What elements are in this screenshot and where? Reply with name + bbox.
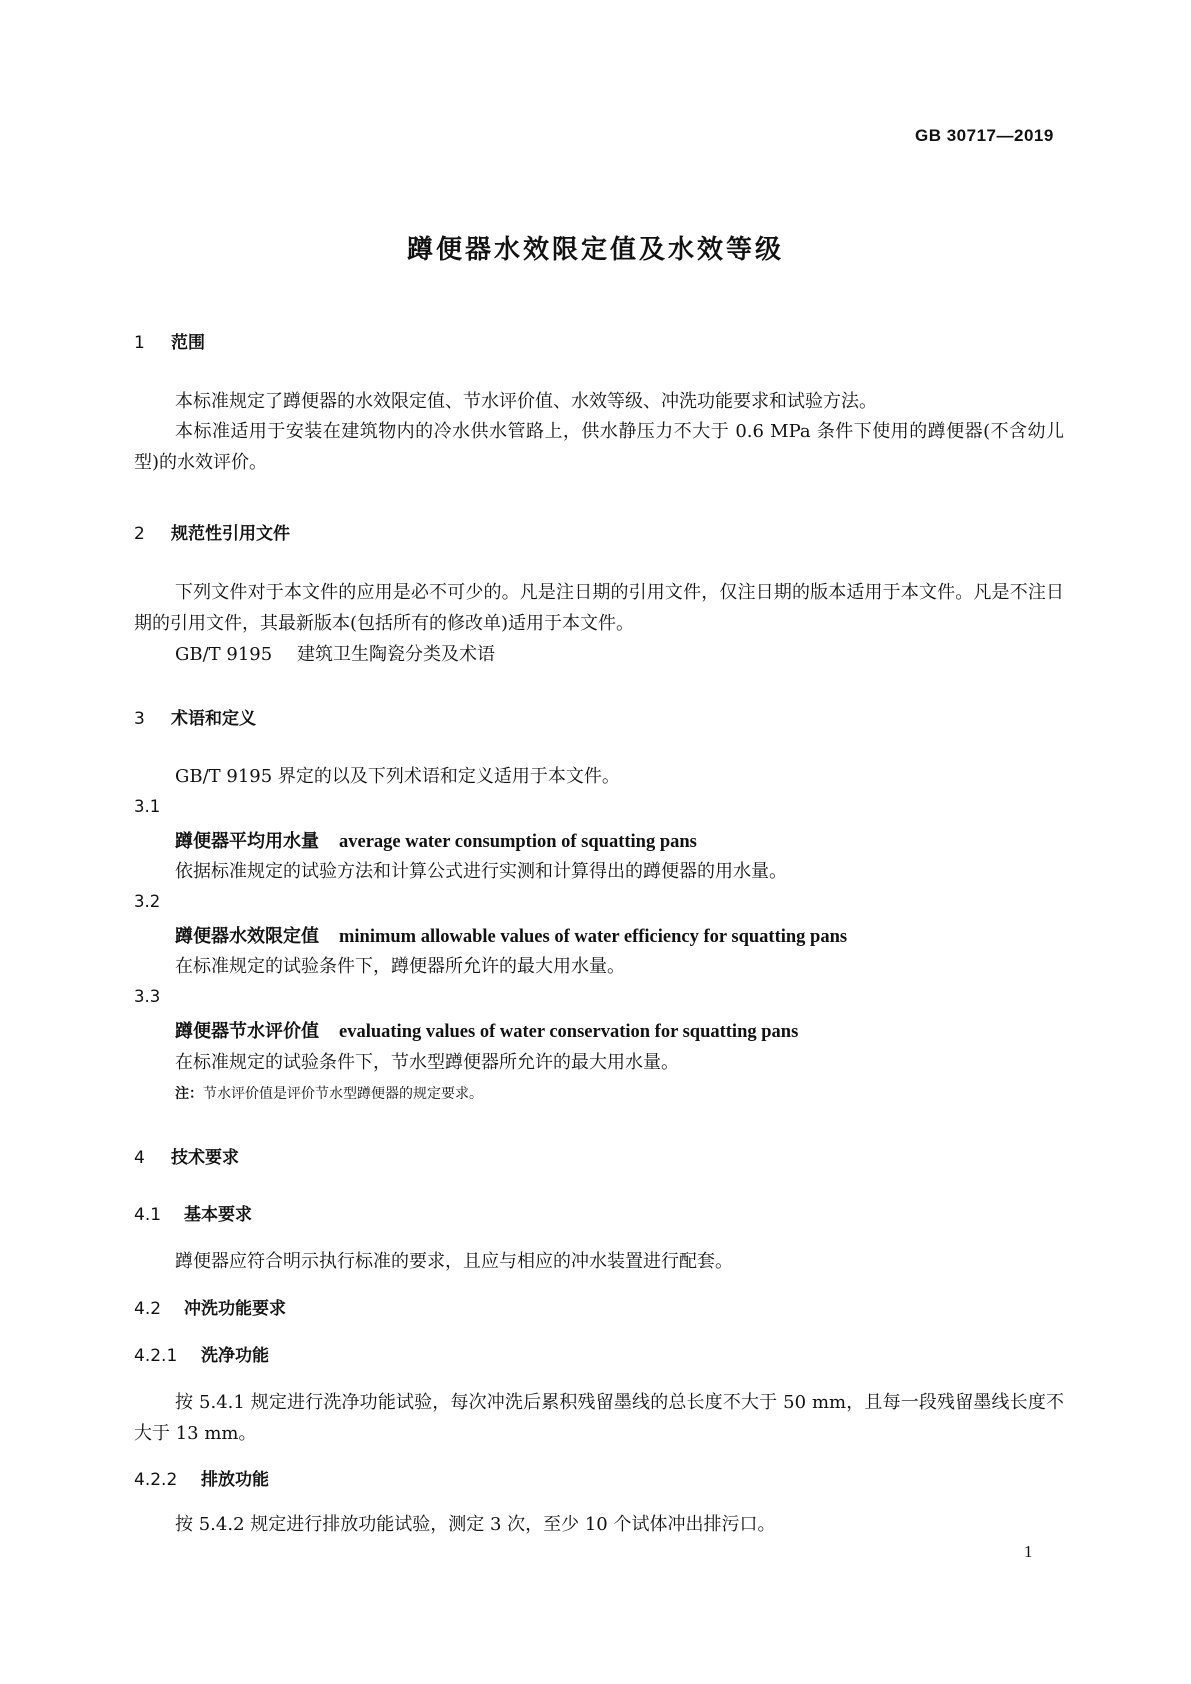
section-title: 术语和定义	[171, 709, 256, 729]
paragraph: 蹲便器应符合明示执行标准的要求，且应与相应的冲水装置进行配套。	[175, 1251, 733, 1272]
section-number: 2	[134, 524, 145, 544]
term-chinese: 蹲便器水效限定值	[175, 926, 319, 947]
term-definition: 在标准规定的试验条件下，蹲便器所允许的最大用水量。	[175, 956, 625, 977]
term-number: 3.1	[134, 797, 161, 816]
reference-title: 建筑卫生陶瓷分类及术语	[297, 644, 495, 665]
paragraph: 下列文件对于本文件的应用是必不可少的。凡是注日期的引用文件，仅注日期的版本适用于本文件。凡是不注日期的引用文件，其最新版本(包括所有的修改单)适用于本文件。	[134, 582, 1064, 634]
section-4-heading	[134, 1143, 239, 1168]
section-3-heading	[134, 704, 256, 729]
term-entry	[175, 1017, 798, 1043]
term-english: evaluating values of water conservation for squatting pans	[339, 1022, 799, 1042]
section-2-heading	[134, 519, 290, 544]
paragraph: GB/T 9195 界定的以及下列术语和定义适用于本文件。	[175, 766, 620, 787]
normative-reference	[175, 640, 495, 666]
section-title: 基本要求	[184, 1205, 252, 1225]
paragraph: 本标准规定了蹲便器的水效限定值、节水评价值、水效等级、冲洗功能要求和试验方法。	[175, 391, 877, 412]
note	[175, 1083, 483, 1103]
section-number: 3	[134, 709, 145, 729]
section-number: 4.1	[134, 1205, 162, 1225]
section-title: 洗净功能	[201, 1346, 269, 1366]
term-entry	[175, 827, 697, 853]
term-entry	[175, 922, 847, 948]
page-number: 1	[1024, 1542, 1033, 1561]
term-english: average water consumption of squatting pans	[339, 832, 697, 852]
paragraph: 按 5.4.1 规定进行洗净功能试验，每次冲洗后累积残留墨线的总长度不大于 50 mm，且每一段残留墨线长度不大于 13 mm。	[134, 1392, 1064, 1444]
section-title: 排放功能	[201, 1470, 269, 1490]
term-definition: 在标准规定的试验条件下，节水型蹲便器所允许的最大用水量。	[175, 1052, 679, 1073]
paragraph: 按 5.4.2 规定进行排放功能试验，测定 3 次，至少 10 个试体冲出排污口。	[175, 1514, 776, 1535]
paragraph: 本标准适用于安装在建筑物内的冷水供水管路上，供水静压力不大于 0.6 MPa 条件下使用的蹲便器(不含幼儿型)的水效评价。	[134, 421, 1064, 473]
subsection-4-2-1-heading	[134, 1341, 269, 1366]
section-number: 4	[134, 1148, 145, 1168]
term-chinese: 蹲便器平均用水量	[175, 831, 319, 852]
term-definition: 依据标准规定的试验方法和计算公式进行实测和计算得出的蹲便器的用水量。	[175, 861, 787, 882]
note-text: 节水评价值是评价节水型蹲便器的规定要求。	[203, 1086, 483, 1102]
term-chinese: 蹲便器节水评价值	[175, 1021, 319, 1042]
subsection-4-1-heading	[134, 1200, 252, 1225]
note-label: 注：	[175, 1086, 203, 1102]
section-number: 4.2.1	[134, 1346, 178, 1366]
section-1-heading	[134, 328, 205, 353]
standard-number: GB 30717—2019	[915, 126, 1054, 145]
reference-code: GB/T 9195	[175, 644, 273, 665]
term-number: 3.2	[134, 892, 161, 911]
section-number: 4.2.2	[134, 1470, 178, 1490]
subsection-4-2-heading	[134, 1294, 286, 1319]
section-title: 规范性引用文件	[171, 524, 290, 544]
section-title: 技术要求	[171, 1148, 239, 1168]
section-number: 1	[134, 333, 145, 353]
section-title: 范围	[171, 333, 205, 353]
section-title: 冲洗功能要求	[184, 1299, 286, 1319]
term-number: 3.3	[134, 987, 161, 1006]
term-english: minimum allowable values of water efficiency for squatting pans	[339, 927, 848, 947]
section-number: 4.2	[134, 1299, 162, 1319]
page-title: 蹲便器水效限定值及水效等级	[406, 235, 784, 265]
subsection-4-2-2-heading	[134, 1465, 269, 1490]
